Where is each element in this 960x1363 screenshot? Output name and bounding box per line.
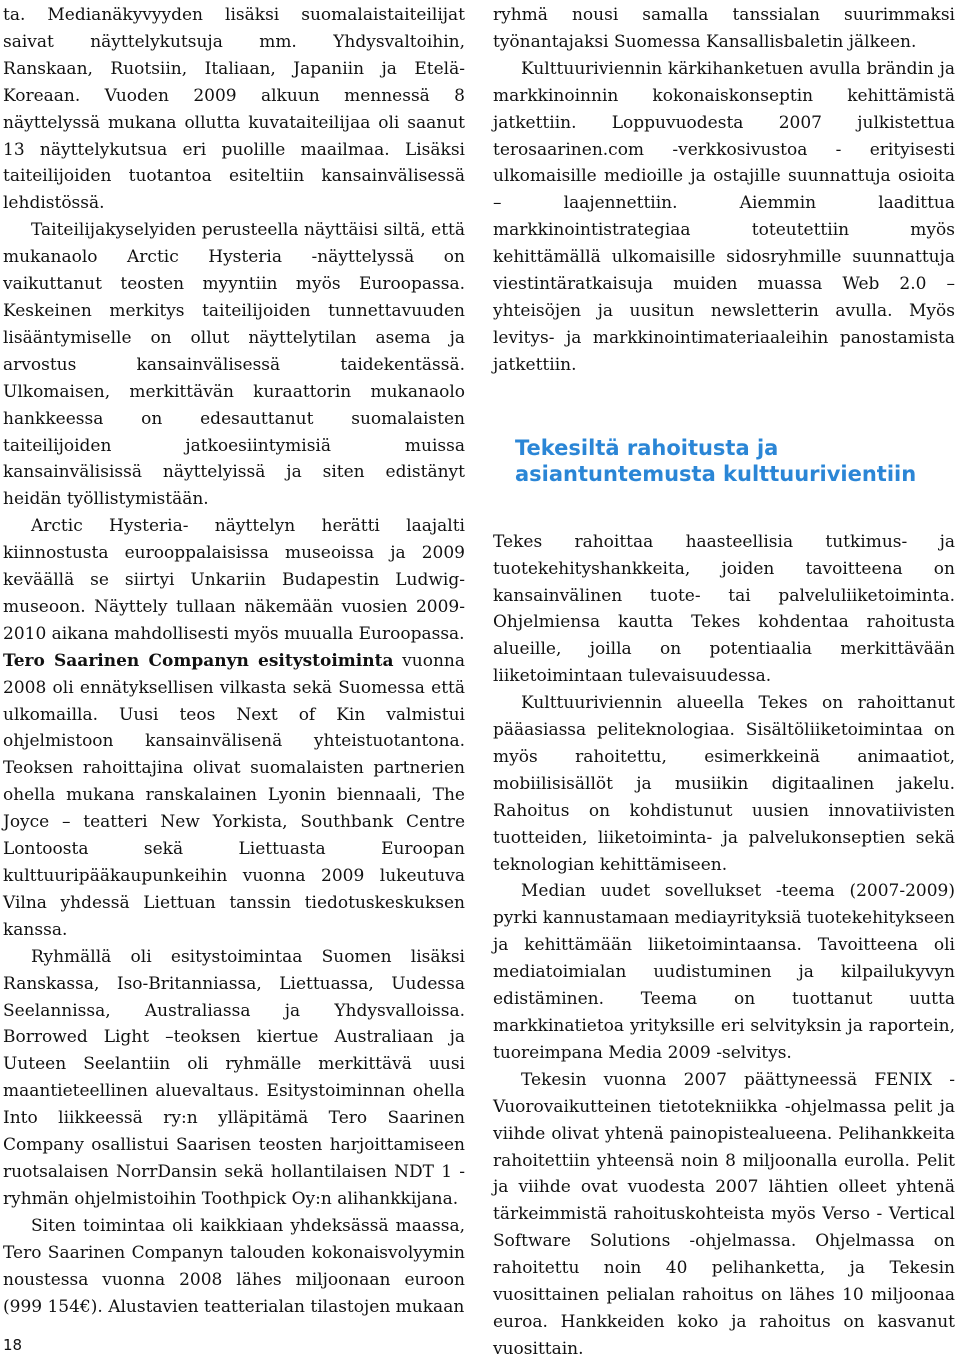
paragraph: Kulttuuriviennin alueella Tekes on rahoittanut pääasiassa peliteknologiaa. Sisältöliiketoimintaa on myös rahoitettu, esimerkkeinä animaatiot, mobiilisisällöt ja musiikin digitaalinen jakelu. Rahoitus on kohdistunut uusien innovatiivisten tuotteiden, liiketoiminta- ja palvelukonseptien sekä teknologian kehittämiseen. bbox=[493, 693, 955, 875]
paragraph: Arctic Hysteria- näyttelyn herätti laajalti kiinnostusta eurooppalaisissa museoissa ja 2009 keväällä se siirtyi Unkariin Budapestin Ludwig-museoon. Näyttely tullaan näkemään vuosien 2009-2010 aikana mahdollisesti myös muualla Euroopassa. bbox=[3, 516, 465, 644]
page-number: 18 bbox=[3, 1336, 23, 1354]
paragraph bbox=[3, 648, 465, 944]
bold-lead-in: Tero Saarinen Companyn esitystoiminta bbox=[3, 650, 394, 671]
paragraph: ta. Medianäkyvyyden lisäksi suomalaistaiteilijat saivat näyttelykutsuja mm. Yhdysvaltoihin, Ranskaan, Ruotsiin, Italiaan, Japaniin ja Etelä-Koreaan. Vuoden 2009 alkuun mennessä 8 näyttelyssä mukana ollutta kuvataiteilijaa oli saanut 13 näyttelykutsua eri puolille maailmaa. Lisäksi taiteilijoiden tuotantoa esiteltiin kansainvälisessä lehdistössä. bbox=[3, 5, 465, 214]
paragraph-text: vuonna 2008 oli ennätyksellisen vilkasta sekä Suomessa että ulkomailla. Uusi teos Next of Kin valmistui ohjelmistoon kansainvälisenä yhteistuotantona. Teoksen rahoittajina olivat suomalaisten partnerien ohella mukana ranskalainen Lyonin biennaali, The Joyce – teatteri New Yorkista, Southbank Centre Lontoosta sekä Liettuasta Euroopan kulttuuripääkaupunkeihin vuonna 2009 lukeutuva Vilna yhdessä Liettuan tanssin tiedotuskeskuksen kanssa. bbox=[3, 650, 465, 940]
paragraph: Tekesin vuonna 2007 päättyneessä FENIX - Vuorovaikutteinen tietotekniikka -ohjelmassa pelit ja viihde olivat yhtenä painopistealueena. Pelihankkeita rahoitettiin yhteensä noin 8 miljoonalla eurolla. Pelit ja viihde ovat vuodesta 2007 lähtien olleet yhtenä tärkeimmistä rahoituskohteista myös Verso - Vertical Software Solutions -ohjelmassa. Ohjelmassa on rahoitettu noin 40 pelihanketta, ja Tekesin vuosittainen pelialan rahoitus on lähes 10 miljoonaa euroa. Hankkeiden koko ja rahoitus on kasvanut vuosittain. bbox=[493, 1069, 955, 1359]
section-heading-line: Tekesiltä rahoitusta ja bbox=[515, 435, 779, 460]
paragraph: ryhmä nousi samalla tanssialan suurimmaksi työnantajaksi Suomessa Kansallisbaletin jälkeen. bbox=[493, 5, 955, 52]
section-heading bbox=[515, 435, 955, 487]
paragraph: Siten toimintaa oli kaikkiaan yhdeksässä maassa, Tero Saarinen Companyn talouden kokonaisvolyymin noustessa vuonna 2008 lähes miljoonaan euroon (999 154€). Alustavien teatterialan tilastojen mukaan bbox=[3, 1215, 465, 1317]
right-column bbox=[493, 2, 955, 1363]
paragraph: Taiteilijakyselyiden perusteella näyttäisi siltä, että mukanaolo Arctic Hysteria -näyttelyssä on vaikuttanut teosten myyntiin myös Euroopassa. Keskeinen merkitys taiteilijoiden tunnettavuuden lisääntymiselle on ollut näyttelytilan asema ja arvostus kansainvälisessä taidekentässä. Ulkomaisen, merkittävän kuraattorin mukanaolo hankkeessa on edesauttanut suomalaisten taiteilijoiden jatkoesiintymisiä muissa kansainvälisissä näyttelyissä ja siten edistänyt heidän työllistymistään. bbox=[3, 220, 465, 510]
paragraph: Tekes rahoittaa haasteellisia tutkimus- ja tuotekehityshankkeita, joiden tavoitteena on kansainvälinen tuote- tai palveluliiketoiminta. Ohjelmiensa kautta Tekes kohdentaa rahoitusta alueille, joilla on potentiaalia merkittävään liiketoimintaan tulevaisuudessa. bbox=[493, 531, 955, 687]
left-column bbox=[3, 2, 465, 1320]
paragraph: Kulttuuriviennin kärkihanketuen avulla brändin ja markkinoinnin kokonaiskonseptin kehittämistä jatkettiin. Loppuvuodesta 2007 julkistettua terosaarinen.com -verkkosivustoa - erityisesti ulkomaisille medioille ja ostajille suunnattuja osioita – laajennettiin. Aiemmin laadittua markkinointistrategiaa toteutettiin myös kehittämällä ulkomaisille sidosryhmille suunnattuja viestintäratkaisuja muiden muassa Web 2.0 –yhteisöjen ja uusitun newsletterin avulla. Myös levitys- ja markkinointimateriaaleihin panostamista jatkettiin. bbox=[493, 58, 955, 375]
section-heading-line: asiantuntemusta kulttuurivientiin bbox=[515, 461, 917, 486]
paragraph: Ryhmällä oli esitystoimintaa Suomen lisäksi Ranskassa, Iso-Britanniassa, Liettuassa, Uudessa Seelannissa, Australiassa ja Yhdysvalloissa. Borrowed Light –teoksen kiertue Australiaan ja Uuteen Seelantiin oli ryhmälle merkittävä uusi maantieteellinen aluevaltaus. Esitystoiminnan ohella Into liikkeessä ry:n ylläpitämä Tero Saarinen Company osallistui Saarisen teosten harjoittamiseen ruotsalaisen NorrDansin sekä hollantilaisen NDT 1 -ryhmän ohjelmistoihin Toothpick Oy:n alihankkijana. bbox=[3, 946, 465, 1209]
paragraph: Median uudet sovellukset -teema (2007-2009) pyrki kannustamaan mediayrityksiä tuotekehitykseen ja kehittämään liiketoimintaansa. Tavoitteena oli mediatoimialan uudistuminen ja kilpailukyvyn edistäminen. Teema on tuottanut uutta markkinatietoa yrityksille eri selvityksin ja raportein, tuoreimpana Media 2009 -selvitys. bbox=[493, 881, 955, 1063]
